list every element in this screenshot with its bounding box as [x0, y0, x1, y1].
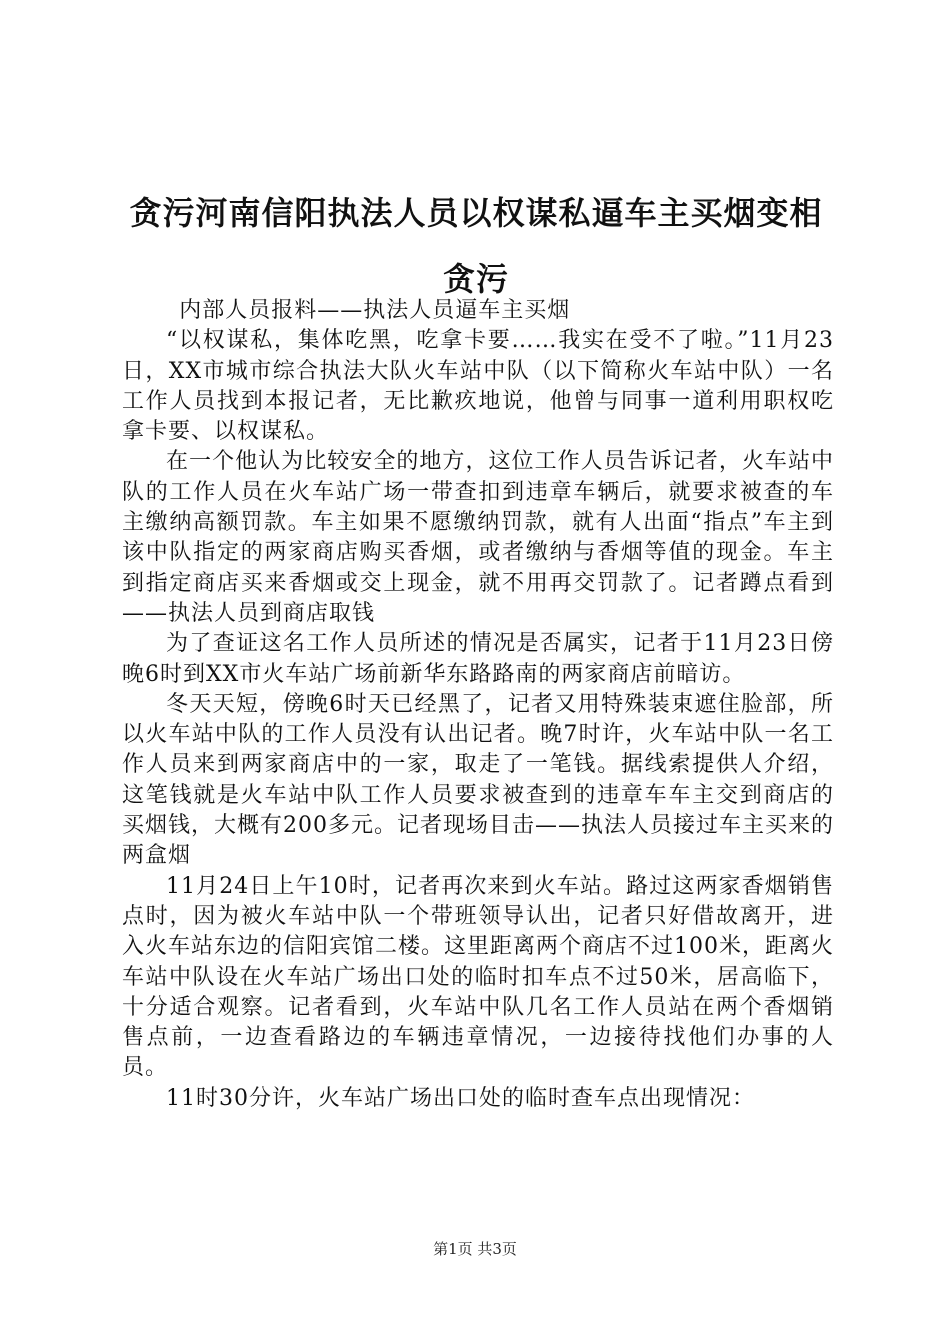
paragraph: 11时30分许，火车站广场出口处的临时查车点出现情况： [166, 1085, 755, 1111]
document-body [122, 296, 834, 1114]
paragraph: “以权谋私，集体吃黑，吃拿卡要……我实在受不了啦。”11月23日，XX市城市综合执法大队火车站中队（以下简称火车站中队）一名工作人员找到本报记者，无比歉疚地说，他曾与同事一道利用职权吃拿卡要、以权谋私。 [122, 328, 834, 445]
paragraph: 11月24日上午10时，记者再次来到火车站。路过这两家香烟销售点时，因为被火车站中队一个带班领导认出，记者只好借故离开，进入火车站东边的信阳宾馆二楼。这里距离两个商店不过100米，距离火车站中队设在火车站广场出口处的临时扣车点不过50米，居高临下，十分适合观察。记者看到，火车站中队几名工作人员站在两个香烟销售点前，一边查看路边的车辆违章情况，一边接待找他们办事的人员。 [122, 873, 834, 1081]
paragraph: 为了查证这名工作人员所述的情况是否属实，记者于11月23日傍晚6时到XX市火车站广场前新华东路路南的两家商店前暗访。 [122, 631, 834, 687]
page-number-footer: 第1页 共3页 [433, 1240, 517, 1258]
document-title: 贪污河南信阳执法人员以权谋私逼车主买烟变相贪污 [129, 194, 823, 298]
paragraph: 在一个他认为比较安全的地方，这位工作人员告诉记者，火车站中队的工作人员在火车站广场一带查扣到违章车辆后，就要求被查的车主缴纳高额罚款。车主如果不愿缴纳罚款，就有人出面“指点”车主到该中队指定的两家商店购买香烟，或者缴纳与香烟等值的现金。车主到指定商店买来香烟或交上现金，就不用再交罚款了。记者蹲点看到——执法人员到商店取钱 [122, 449, 834, 626]
paragraph-subheading: 内部人员报料——执法人员逼车主买烟 [179, 298, 571, 323]
paragraph: 冬天天短，傍晚6时天已经黑了，记者又用特殊装束遮住脸部，所以火车站中队的工作人员没有认出记者。晚7时许，火车站中队一名工作人员来到两家商店中的一家，取走了一笔钱。据线索提供人介绍，这笔钱就是火车站中队工作人员要求被查到的违章车车主交到商店的买烟钱，大概有200多元。记者现场目击——执法人员接过车主买来的两盒烟 [122, 691, 834, 869]
